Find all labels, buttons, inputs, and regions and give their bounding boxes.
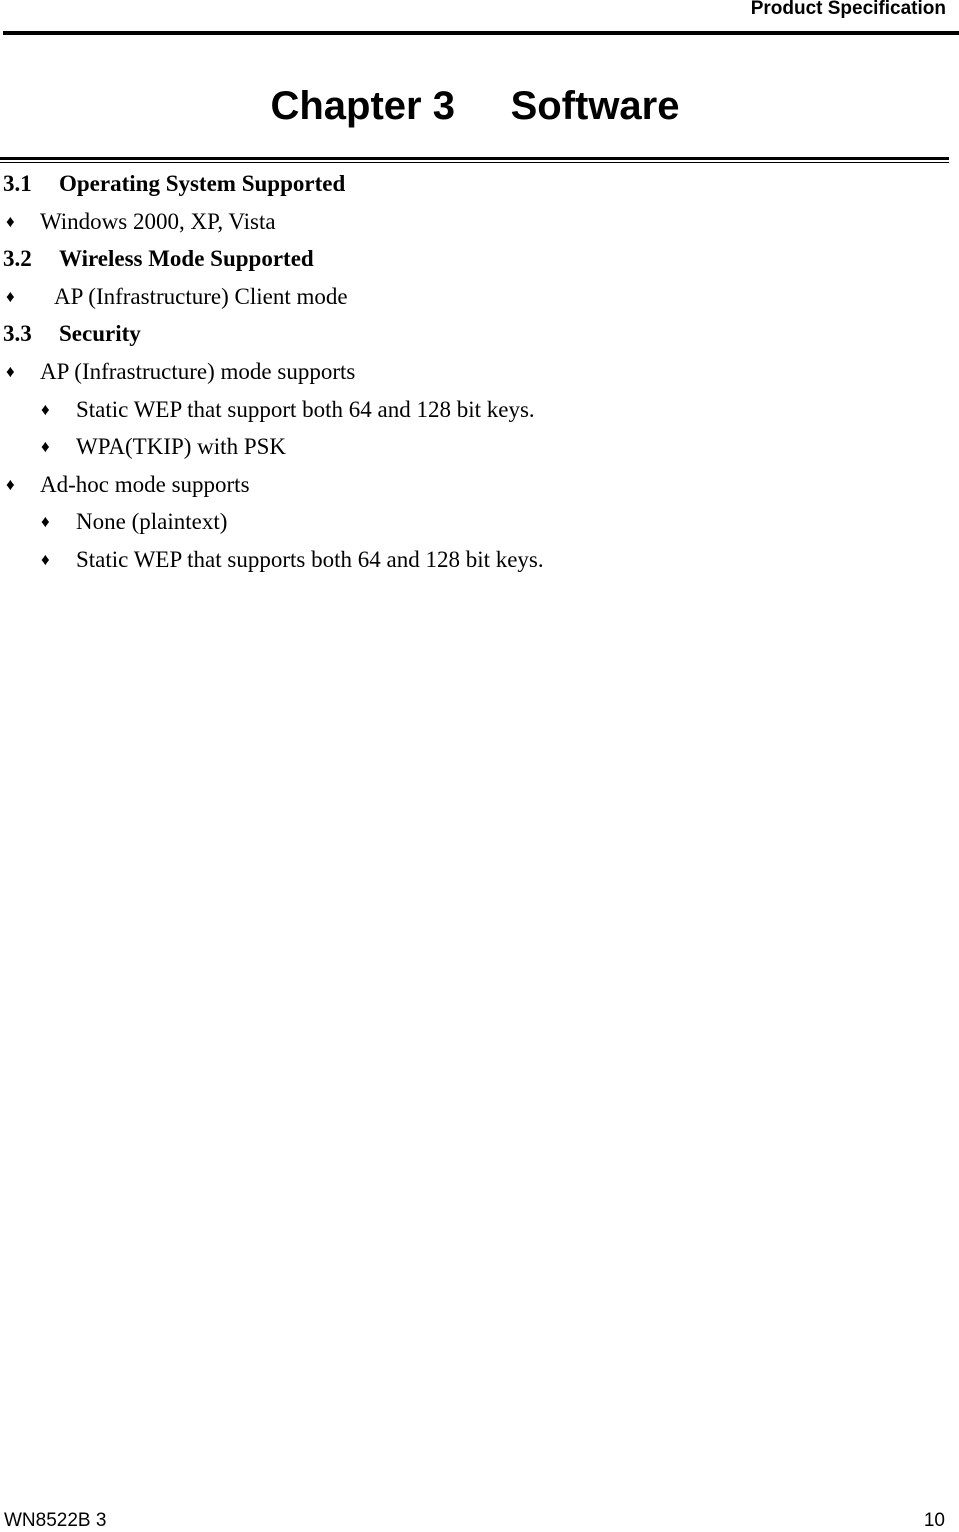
header-divider xyxy=(3,31,959,35)
footer-doc-id: WN8522B 3 xyxy=(4,1510,107,1531)
diamond-bullet-icon: ♦ xyxy=(41,512,50,531)
sub-list-item xyxy=(41,395,535,425)
section-title: Security xyxy=(59,321,141,346)
sub-list-item-text: Static WEP that supports both 64 and 128 bit keys. xyxy=(76,547,544,572)
list-item xyxy=(6,282,348,312)
diamond-bullet-icon: ♦ xyxy=(41,400,50,419)
list-item xyxy=(6,357,355,387)
diamond-bullet-icon: ♦ xyxy=(6,475,15,494)
diamond-bullet-icon: ♦ xyxy=(6,212,15,231)
sub-list-item xyxy=(41,507,227,537)
list-item-text: Windows 2000, XP, Vista xyxy=(40,209,276,234)
section-heading-3-1 xyxy=(3,169,345,199)
chapter-divider-thin xyxy=(0,162,949,163)
sub-list-item xyxy=(41,545,544,575)
diamond-bullet-icon: ♦ xyxy=(41,437,50,456)
section-number: 3.1 xyxy=(3,171,32,196)
list-item-text: AP (Infrastructure) mode supports xyxy=(40,359,356,384)
page-header-title: Product Specification xyxy=(750,0,946,19)
list-item-text: Ad-hoc mode supports xyxy=(40,472,250,497)
chapter-divider-thick xyxy=(0,157,949,160)
sub-list-item-text: Static WEP that support both 64 and 128 bit keys. xyxy=(76,397,535,422)
section-number: 3.2 xyxy=(3,246,32,271)
section-heading-3-2 xyxy=(3,244,314,274)
chapter-title: Software xyxy=(510,84,680,128)
list-item xyxy=(6,207,276,237)
section-number: 3.3 xyxy=(3,321,32,346)
chapter-heading xyxy=(0,80,950,132)
list-item xyxy=(6,470,250,500)
diamond-bullet-icon: ♦ xyxy=(41,550,50,569)
sub-list-item-text: WPA(TKIP) with PSK xyxy=(76,434,287,459)
chapter-number: Chapter 3 xyxy=(270,84,455,128)
section-title: Wireless Mode Supported xyxy=(59,246,314,271)
section-heading-3-3 xyxy=(3,319,141,349)
diamond-bullet-icon: ♦ xyxy=(6,287,15,306)
diamond-bullet-icon: ♦ xyxy=(6,362,15,381)
footer-page-number: 10 xyxy=(923,1510,945,1531)
sub-list-item xyxy=(41,432,286,462)
list-item-text: AP (Infrastructure) Client mode xyxy=(54,284,348,309)
sub-list-item-text: None (plaintext) xyxy=(76,509,228,534)
section-title: Operating System Supported xyxy=(59,171,346,196)
